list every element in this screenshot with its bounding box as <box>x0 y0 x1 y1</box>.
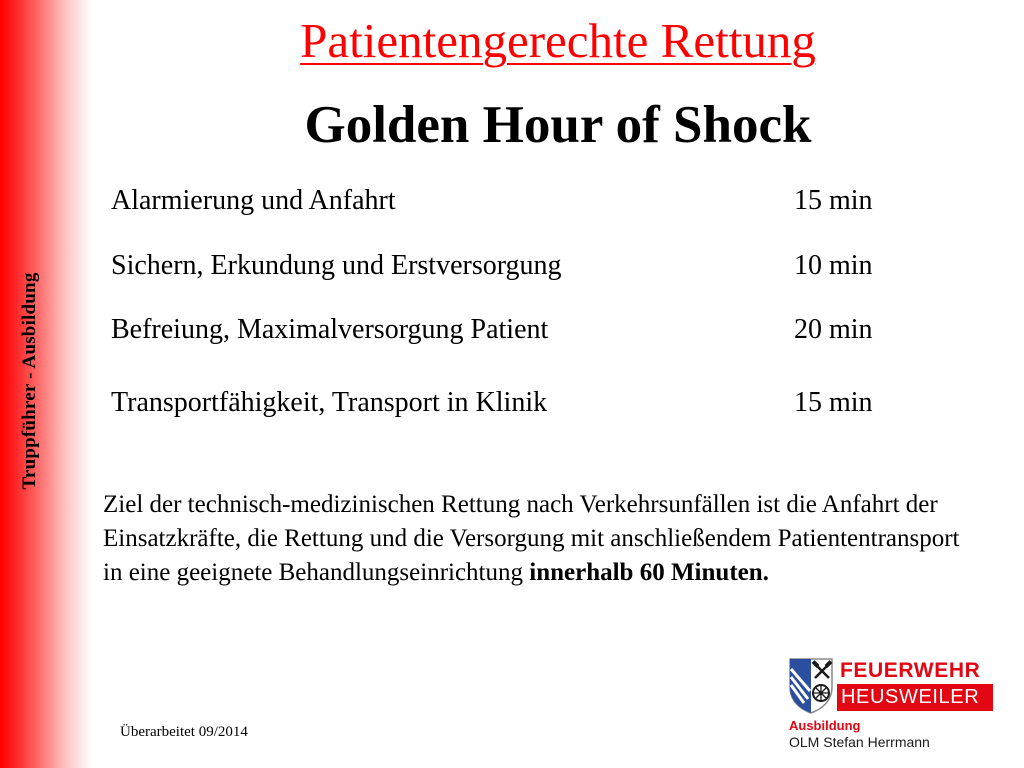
logo-org-name-line2: HEUSWEILER <box>837 684 993 711</box>
logo-org-name-line1: FEUERWEHR <box>840 659 981 682</box>
timeline-step-duration: 15 min <box>794 387 873 418</box>
slide-title: Patientengerechte Rettung <box>300 13 816 68</box>
timeline-step-label: Befreiung, Maximalversorgung Patient <box>111 314 549 345</box>
timeline-step-label: Sichern, Erkundung und Erstversorgung <box>111 250 562 281</box>
timeline-step-label: Alarmierung und Anfahrt <box>111 185 396 216</box>
goal-paragraph <box>103 488 983 590</box>
timeline-step-label: Transportfähigkeit, Transport in Klinik <box>111 387 548 418</box>
side-gradient-band <box>0 0 92 768</box>
timeline-row <box>111 248 901 284</box>
timeline-step-duration: 20 min <box>794 314 873 345</box>
logo-department: Ausbildung <box>789 718 861 733</box>
timeline-step-duration: 10 min <box>794 250 873 281</box>
slide-subtitle: Golden Hour of Shock <box>304 96 812 154</box>
wheel-icon <box>813 685 829 701</box>
timeline-row <box>111 183 901 219</box>
goal-text: Ziel der technisch-medizinischen Rettung nach Verkehrsunfällen ist die Anfahrt der Einsatzkräfte, die Rettung und die Versorgung mit anschließendem Patiententransport in eine geeignete Behandlungseinrichtung <box>103 491 960 586</box>
timeline-row <box>111 385 901 421</box>
shield-emblem-icon <box>788 657 834 715</box>
goal-emphasis: innerhalb 60 Minuten. <box>529 559 769 586</box>
side-label-text: Truppführer - Ausbildung <box>19 272 40 490</box>
timeline-step-duration: 15 min <box>794 185 873 216</box>
revision-date: Überarbeitet 09/2014 <box>120 724 248 740</box>
timeline-row <box>111 312 901 348</box>
fire-department-logo <box>788 655 998 755</box>
logo-author: OLM Stefan Herrmann <box>789 734 930 750</box>
